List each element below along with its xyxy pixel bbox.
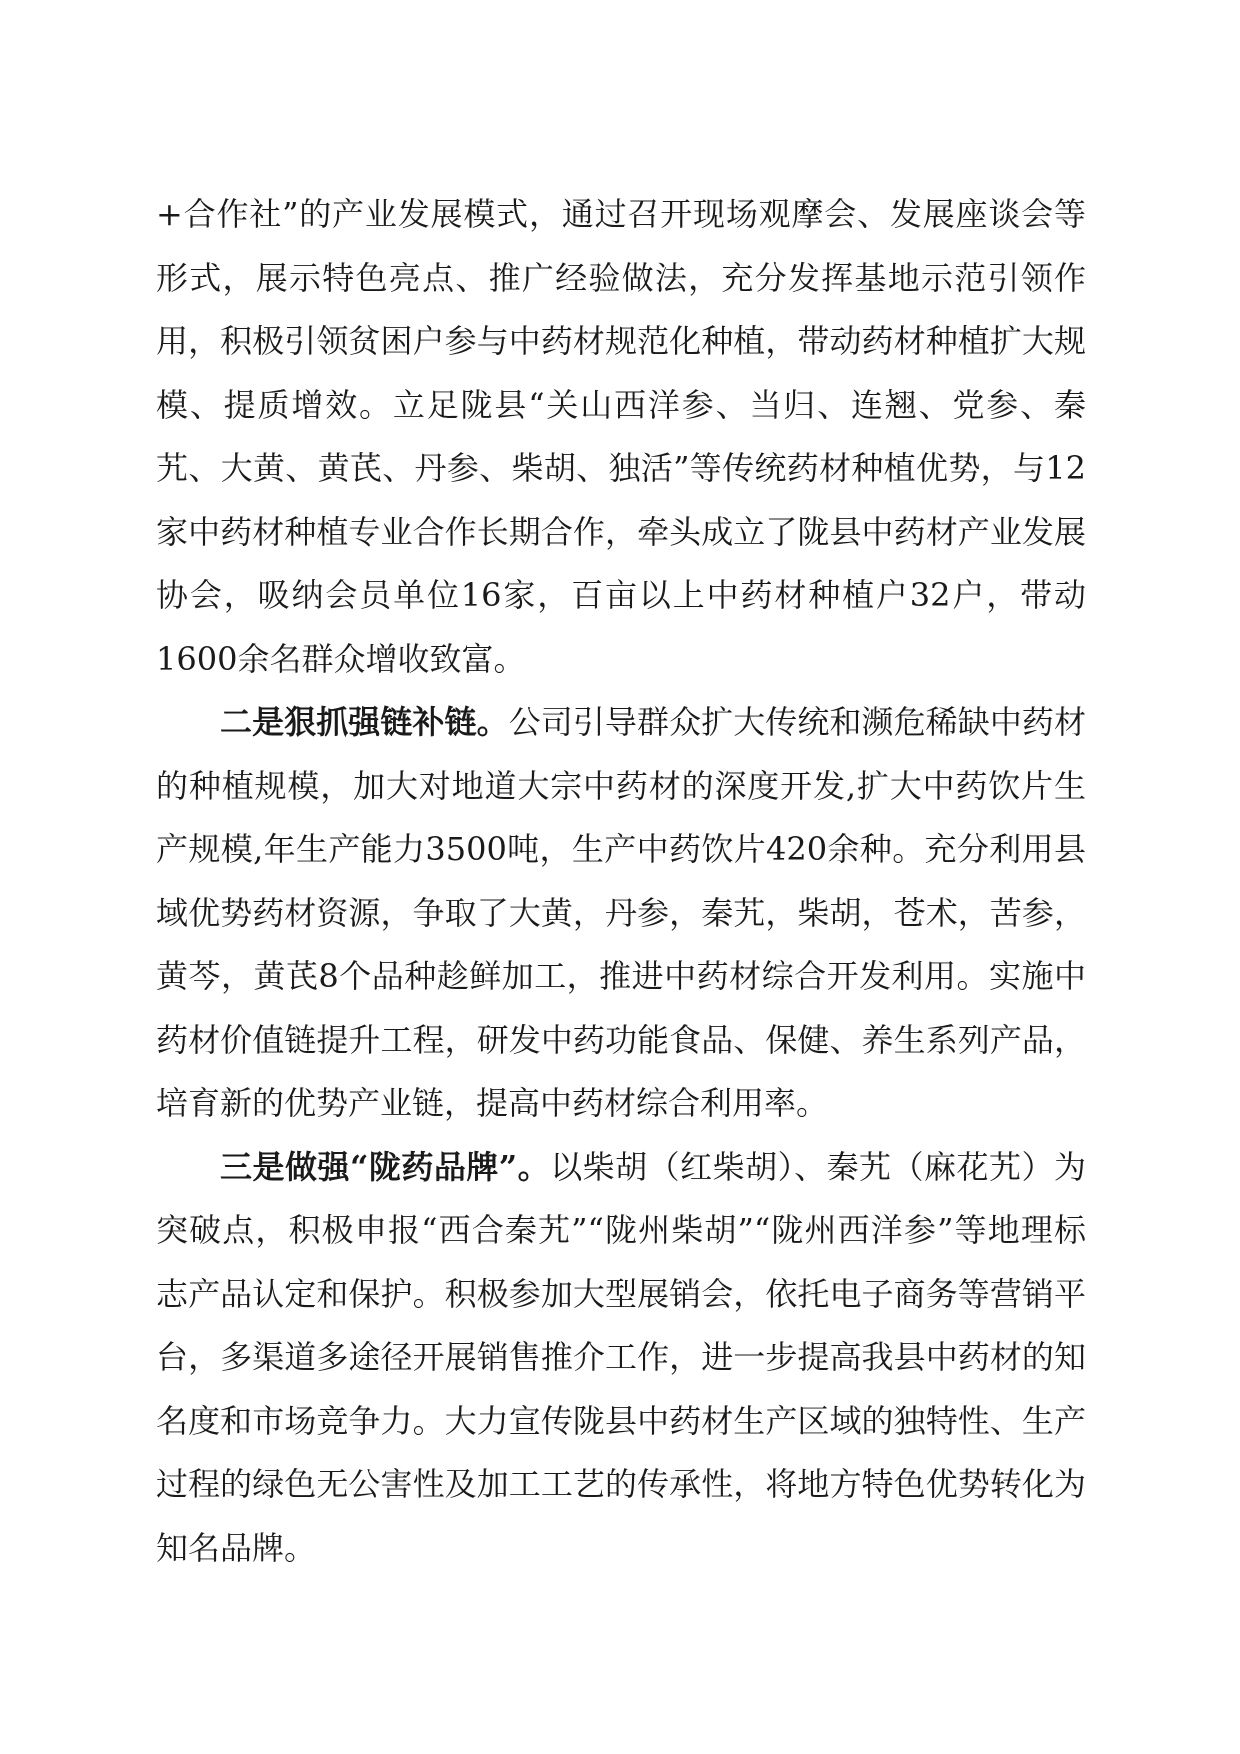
paragraph-body: 以柴胡（红柴胡）、秦艽（麻花艽）为突破点，积极申报“西合秦艽”“陇州柴胡”“陇州西洋参”等地理标志产品认定和保护。积极参加大型展销会，依托电子商务等营销平台，多渠道多途径开展销售推介工作，进一步提高我县中药材的知名度和市场竞争力。大力宣传陇县中药材生产区域的独特性、生产过程的绿色无公害性及加工工艺的传承性，将地方特色优势转化为知名品牌。 <box>156 1147 1086 1567</box>
paragraph-brand <box>156 1136 1086 1581</box>
paragraph-continued <box>156 183 1086 691</box>
paragraph-strengthen-chain <box>156 691 1086 1136</box>
paragraph-lead-heading: 三是做强“陇药品牌”。 <box>220 1147 551 1186</box>
paragraph-body: 公司引导群众扩大传统和濒危稀缺中药材的种植规模，加大对地道大宗中药材的深度开发,扩大中药饮片生产规模,年生产能力3500吨，生产中药饮片420余种。充分利用县域优势药材资源，争取了大黄，丹参，秦艽，柴胡，苍术，苦参，黄芩，黄芪8个品种趁鲜加工，推进中药材综合开发利用。实施中药材价值链提升工程，研发中药功能食品、保健、养生系列产品，培育新的优势产业链，提高中药材综合利用率。 <box>156 703 1086 1122</box>
paragraph-lead-heading: 二是狠抓强链补链。 <box>220 703 509 741</box>
paragraph-body: +合作社”的产业发展模式，通过召开现场观摩会、发展座谈会等形式，展示特色亮点、推广经验做法，充分发挥基地示范引领作用，积极引领贫困户参与中药材规范化种植，带动药材种植扩大规模、提质增效。立足陇县“关山西洋参、当归、连翘、党参、秦艽、大黄、黄芪、丹参、柴胡、独活”等传统药材种植优势，与12家中药材种植专业合作长期合作，牵头成立了陇县中药材产业发展协会，吸纳会员单位16家，百亩以上中药材种植户32户，带动1600余名群众增收致富。 <box>156 195 1086 678</box>
document-body <box>156 183 1086 1580</box>
